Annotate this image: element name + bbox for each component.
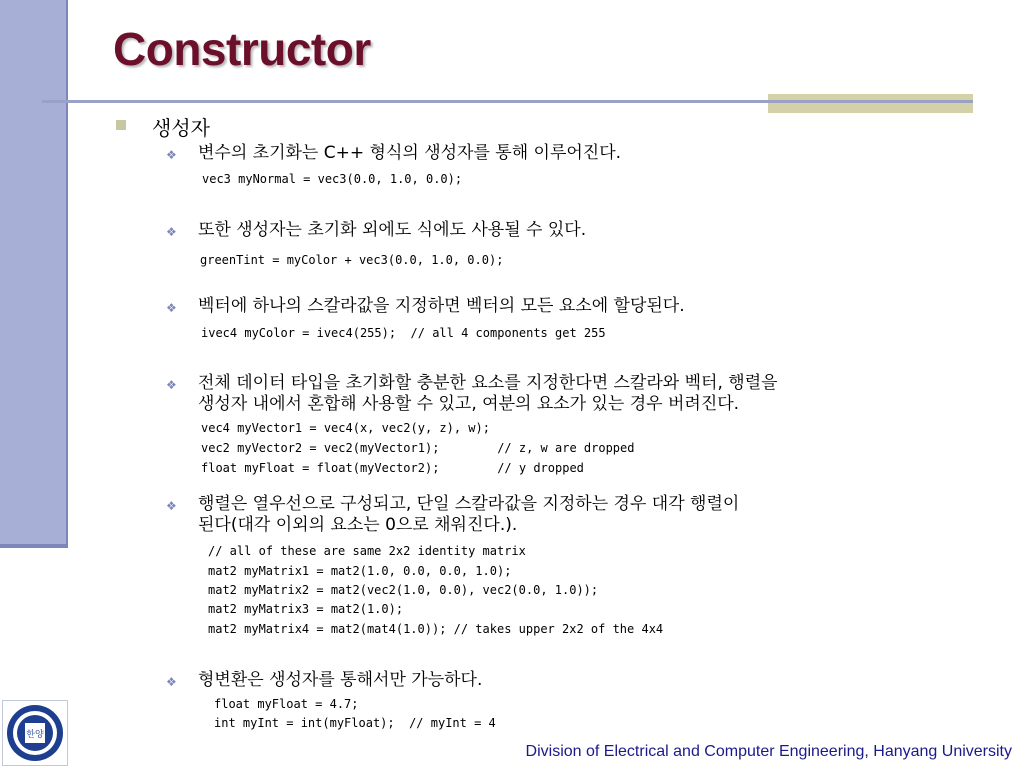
diamond-bullet-icon: ❖ xyxy=(166,301,177,315)
item-text-line: 생성자 내에서 혼합해 사용할 수 있고, 여분의 요소가 있는 경우 버려진다. xyxy=(198,394,740,414)
item-text-line: 전체 데이터 타입을 초기화할 충분한 요소를 지정한다면 스칼라와 벡터, 행렬을 xyxy=(198,373,778,393)
bullet-heading: 생성자 xyxy=(152,116,210,140)
slide-title: Constructor xyxy=(113,23,371,75)
code-line: // all of these are same 2x2 identity matrix xyxy=(208,544,526,558)
diamond-bullet-icon: ❖ xyxy=(166,148,177,162)
code-line: ivec4 myColor = ivec4(255); // all 4 components get 255 xyxy=(201,326,606,340)
code-line: float myFloat = float(myVector2); // y dropped xyxy=(201,461,584,475)
diamond-bullet-icon: ❖ xyxy=(166,675,177,689)
diamond-bullet-icon: ❖ xyxy=(166,378,177,392)
university-logo xyxy=(2,700,68,766)
left-decor-bar-edge xyxy=(0,544,68,548)
item-text-line: 된다(대각 이외의 요소는 0으로 채워진다.). xyxy=(198,515,518,535)
code-line: int myInt = int(myFloat); // myInt = 4 xyxy=(214,716,496,730)
code-line: vec4 myVector1 = vec4(x, vec2(y, z), w); xyxy=(201,421,490,435)
item-text-line: 행렬은 열우선으로 구성되고, 단일 스칼라값을 지정하는 경우 대각 행렬이 xyxy=(198,494,740,514)
left-decor-bar xyxy=(0,0,68,548)
code-line: mat2 myMatrix4 = mat2(mat4(1.0)); // takes upper 2x2 of the 4x4 xyxy=(208,622,664,636)
footer-text: Division of Electrical and Computer Engineering, Hanyang University xyxy=(525,743,1012,760)
diamond-bullet-icon: ❖ xyxy=(166,225,177,239)
code-line: greenTint = myColor + vec3(0.0, 1.0, 0.0); xyxy=(200,253,504,267)
code-line: mat2 myMatrix3 = mat2(1.0); xyxy=(208,602,404,616)
code-line: vec3 myNormal = vec3(0.0, 1.0, 0.0); xyxy=(202,172,463,186)
item-text: 또한 생성자는 초기화 외에도 식에도 사용될 수 있다. xyxy=(198,220,587,240)
title-accent-bar xyxy=(768,94,973,113)
item-text: 형변환은 생성자를 통해서만 가능하다. xyxy=(198,670,483,690)
code-line: mat2 myMatrix1 = mat2(1.0, 0.0, 0.0, 1.0); xyxy=(208,564,512,578)
diamond-bullet-icon: ❖ xyxy=(166,499,177,513)
square-bullet-icon xyxy=(116,120,126,130)
code-line: float myFloat = 4.7; xyxy=(214,697,359,711)
logo-text: 한양 xyxy=(26,730,44,740)
item-text: 벡터에 하나의 스칼라값을 지정하면 벡터의 모든 요소에 할당된다. xyxy=(198,296,685,316)
item-text: 변수의 초기화는 C++ 형식의 생성자를 통해 이루어진다. xyxy=(198,143,622,163)
code-line: vec2 myVector2 = vec2(myVector1); // z, w are dropped xyxy=(201,441,635,455)
code-line: mat2 myMatrix2 = mat2(vec2(1.0, 0.0), vec2(0.0, 1.0)); xyxy=(208,583,599,597)
